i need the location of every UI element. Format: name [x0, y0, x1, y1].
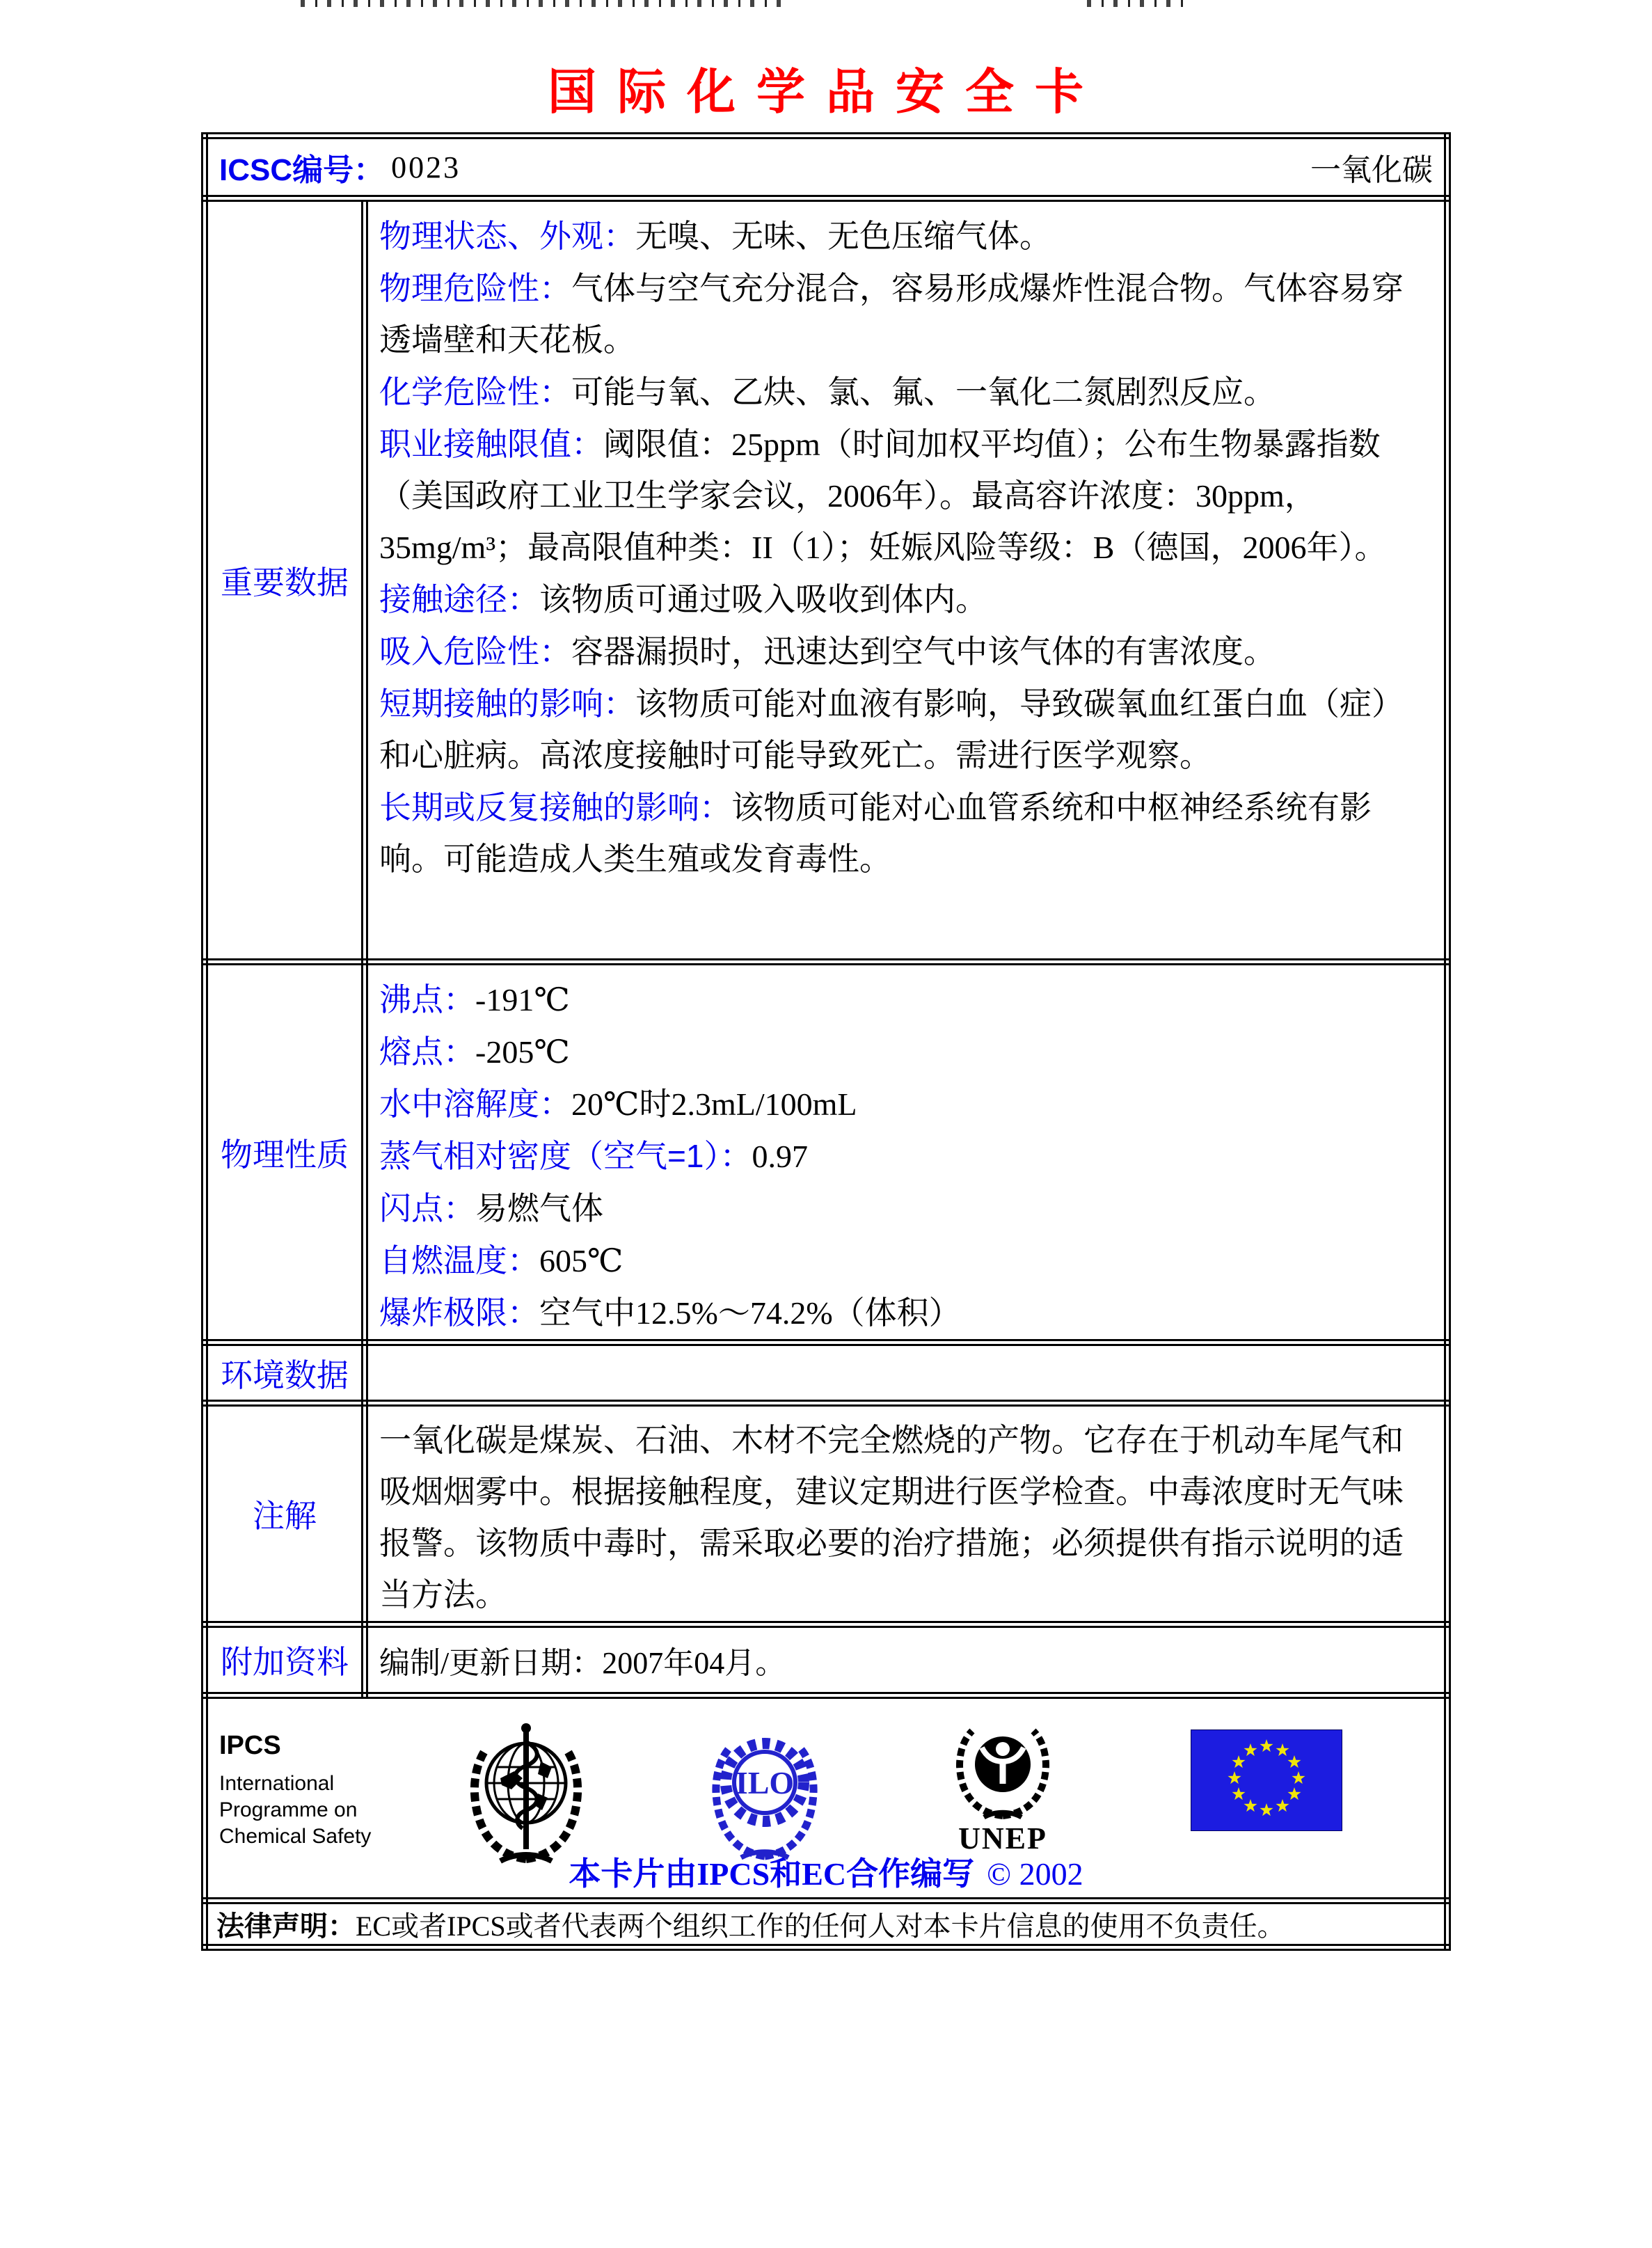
- ipcs-acronym: IPCS: [219, 1731, 281, 1760]
- ipcs-text-block: [219, 1731, 371, 1850]
- unep-emblem-icon: [940, 1711, 1065, 1856]
- important-data-content: [365, 198, 1447, 962]
- notes-row-label: 注解: [205, 1403, 365, 1624]
- clipped-header-text-fragment: [1087, 0, 1191, 7]
- property-line: 蒸气相对密度（空气=1）：0.97: [379, 1138, 808, 1174]
- notes-text: 一氧化碳是煤炭、石油、木材不完全燃烧的产物。它存在于机动车尾气和吸烟烟雾中。根据接触程度，建议定期进行医学检查。中毒浓度时无气味报警。该物质中毒时，需采取必要的治疗措施；必须提供有指示说明的适当方法。: [379, 1423, 1404, 1613]
- icsc-number-value: 0023: [391, 150, 461, 184]
- ipcs-line: International: [219, 1772, 335, 1795]
- additional-info-row-label: 附加资料: [205, 1624, 365, 1695]
- eu-flag-icon: [1191, 1729, 1342, 1835]
- logos-cell: [205, 1695, 1447, 1901]
- important-data-row: [205, 198, 1447, 962]
- logos-row: [205, 1695, 1447, 1901]
- additional-info-row: [205, 1624, 1447, 1695]
- who-emblem-icon: [460, 1717, 592, 1868]
- legal-cell: [205, 1901, 1447, 1947]
- additional-info-content: [365, 1624, 1447, 1695]
- chemical-name: 一氧化碳: [1310, 153, 1433, 187]
- unep-wordmark: UNEP: [958, 1821, 1047, 1855]
- data-item: 化学危险性：可能与氧、乙炔、氯、氟、一氧化二氮剧烈反应。: [379, 374, 1276, 410]
- ipcs-line: Programme on: [219, 1798, 358, 1821]
- ipcs-line: Chemical Safety: [219, 1825, 372, 1848]
- physical-properties-content: [365, 962, 1447, 1343]
- notes-content: [365, 1403, 1447, 1624]
- property-line: 熔点：-205℃: [379, 1034, 570, 1070]
- environmental-data-row: [205, 1343, 1447, 1403]
- physical-properties-row: [205, 962, 1447, 1343]
- legal-statement-label: 法律声明：: [216, 1911, 356, 1942]
- safety-card-table: [201, 132, 1451, 1951]
- property-line: 爆炸极限：空气中12.5%～74.2%（体积）: [379, 1295, 961, 1331]
- data-item: 长期或反复接触的影响：该物质可能对心血管系统和中枢神经系统有影响。可能造成人类生殖或发育毒性。: [379, 789, 1372, 877]
- property-line: 自燃温度：605℃: [379, 1242, 624, 1279]
- environmental-data-row-label: 环境数据: [205, 1343, 365, 1403]
- data-item: 吸入危险性：容器漏损时，迅速达到空气中该气体的有害浓度。: [379, 633, 1276, 670]
- important-data-row-label: 重要数据: [205, 198, 365, 962]
- header-row: [205, 136, 1447, 198]
- legal-row: [205, 1901, 1447, 1947]
- data-item: 物理状态、外观：无嗅、无味、无色压缩气体。: [379, 218, 1051, 254]
- data-item: 接触途径：该物质可通过吸入吸收到体内。: [379, 581, 987, 617]
- legal-statement-text: EC或者IPCS或者代表两个组织工作的任何人对本卡片信息的使用不负责任。: [356, 1910, 1285, 1942]
- data-item: 短期接触的影响：该物质可能对血液有影响，导致碳氧血红蛋白血（症）和心脏病。高浓度接触时可能导致死亡。需进行医学观察。: [379, 686, 1404, 773]
- data-item: 职业接触限值：阈限值：25ppm（时间加权平均值）；公布生物暴露指数（美国政府工业卫生学家会议，2006年）。最高容许浓度：30ppm，35mg/m³；最高限值种类：II（1）；妊娠风险等级：B（德国，2006年）。: [379, 426, 1387, 565]
- property-line: 闪点：易燃气体: [379, 1190, 603, 1226]
- notes-row: [205, 1403, 1447, 1624]
- credit-text: 本卡片由IPCS和EC合作编写: [569, 1856, 975, 1892]
- environmental-data-content: [365, 1343, 1447, 1403]
- clipped-header-text-fragment: [301, 0, 781, 7]
- physical-properties-row-label: 物理性质: [205, 962, 365, 1343]
- property-line: 沸点：-191℃: [379, 981, 570, 1018]
- card-credit-caption: [208, 1849, 1444, 1894]
- header-cell: [205, 136, 1447, 198]
- page-title: 国际化学品安全卡: [548, 66, 1104, 120]
- update-date-text: 编制/更新日期：2007年04月。: [379, 1646, 786, 1680]
- icsc-number-label: ICSC编号：: [219, 153, 385, 187]
- property-line: 水中溶解度：20℃时2.3mL/100mL: [379, 1086, 857, 1122]
- data-item: 物理危险性：气体与空气充分混合，容易形成爆炸性混合物。气体容易穿透墙壁和天花板。: [379, 270, 1404, 358]
- ilo-letters: ILO: [735, 1765, 795, 1800]
- copyright-year: © 2002: [987, 1856, 1083, 1892]
- ilo-emblem-icon: [702, 1718, 827, 1865]
